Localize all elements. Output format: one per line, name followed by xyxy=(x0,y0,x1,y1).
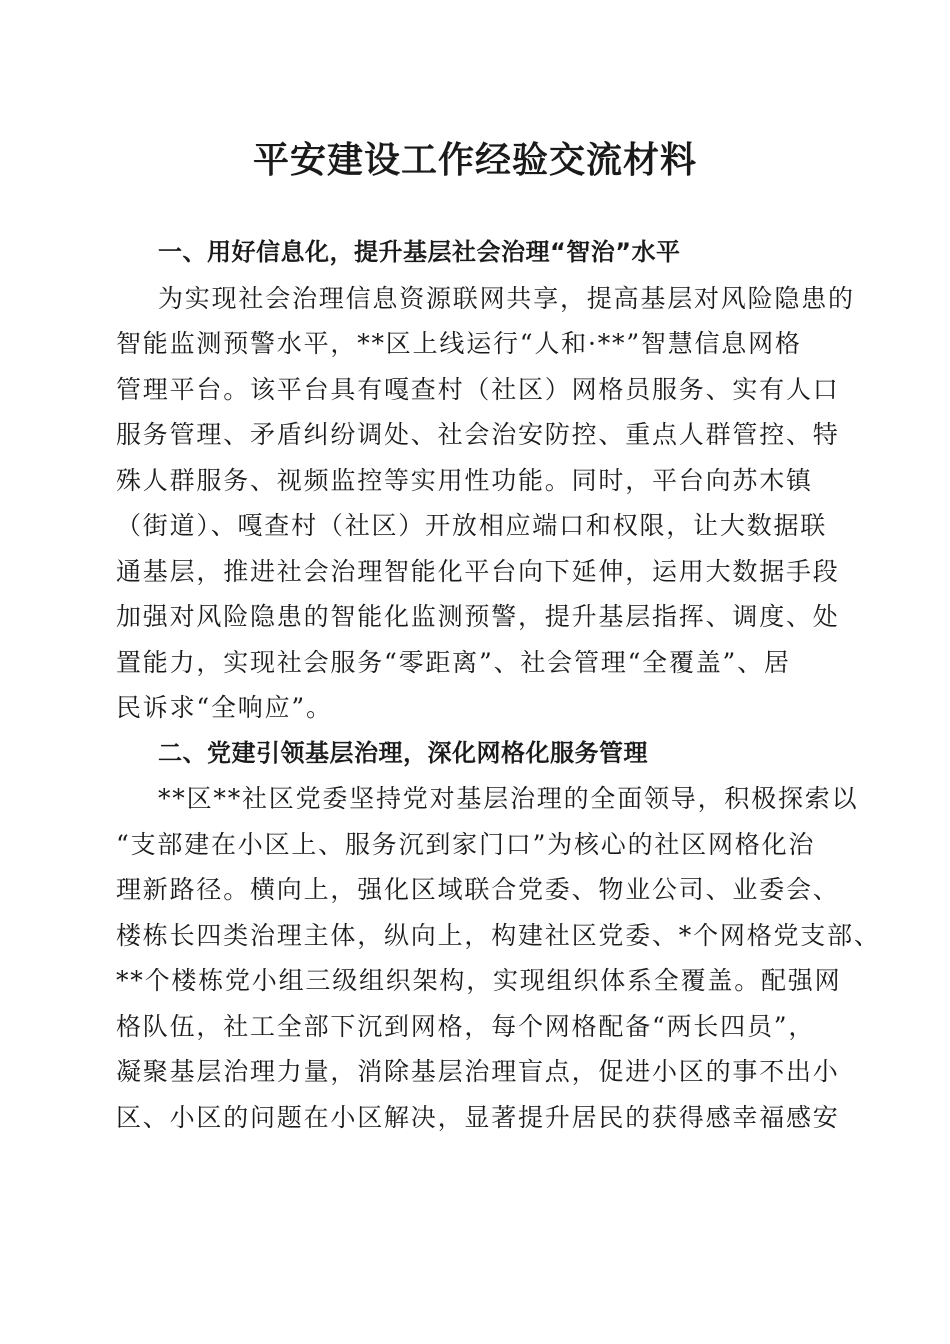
document-title: 平安建设工作经验交流材料 xyxy=(252,139,697,181)
paragraph-line: 服务管理、矛盾纠纷调处、社会治安防控、重点人群管控、特 xyxy=(116,420,840,449)
paragraph-line: 加强对风险隐患的智能化监测预警，提升基层指挥、调度、处 xyxy=(116,602,840,631)
paragraph-line: **个楼栋党小组三级组织架构，实现组织体系全覆盖。配强网 xyxy=(116,966,842,995)
paragraph-line: 楼栋长四类治理主体，纵向上，构建社区党委、*个网格党支部、 xyxy=(116,920,881,950)
paragraph-line: 凝聚基层治理力量，消除基层治理盲点，促进小区的事不出小 xyxy=(116,1057,840,1086)
paragraph-line: 民诉求“全响应”。 xyxy=(116,693,333,722)
section-heading: 二、党建引领基层治理，深化网格化服务管理 xyxy=(158,738,648,767)
paragraph-line: 理新路径。横向上，强化区域联合党委、物业公司、业委会、 xyxy=(116,875,840,904)
paragraph-line: **区**社区党委坚持党对基层治理的全面领导，积极探索以 xyxy=(158,784,859,813)
paragraph-line: 殊人群服务、视频监控等实用性功能。同时，平台向苏木镇 xyxy=(116,465,813,495)
paragraph-line: 智能监测预警水平，**区上线运行“人和·**”智慧信息网格 xyxy=(116,329,802,358)
paragraph-line: 区、小区的问题在小区解决，显著提升居民的获得感幸福感安 xyxy=(116,1102,840,1132)
paragraph-line: （街道）、嘎查村（社区）开放相应端口和权限，让大数据联 xyxy=(116,511,828,540)
document-body xyxy=(116,230,881,1140)
paragraph-line: “支部建在小区上、服务沉到家门口”为核心的社区网格化治 xyxy=(116,829,816,859)
paragraph-line: 通基层，推进社会治理智能化平台向下延伸，运用大数据手段 xyxy=(116,556,840,586)
paragraph-line: 格队伍，社工全部下沉到网格，每个网格配备“两长四员”， xyxy=(116,1011,816,1041)
paragraph-line: 为实现社会治理信息资源联网共享，提高基层对风险隐患的 xyxy=(158,283,855,313)
paragraph-line: 管理平台。该平台具有嘎查村（社区）网格员服务、实有人口 xyxy=(116,374,840,404)
paragraph-line: 置能力，实现社会服务“零距离”、社会管理“全覆盖”、居 xyxy=(116,647,791,677)
section-heading: 一、用好信息化，提升基层社会治理“智治”水平 xyxy=(158,238,681,266)
